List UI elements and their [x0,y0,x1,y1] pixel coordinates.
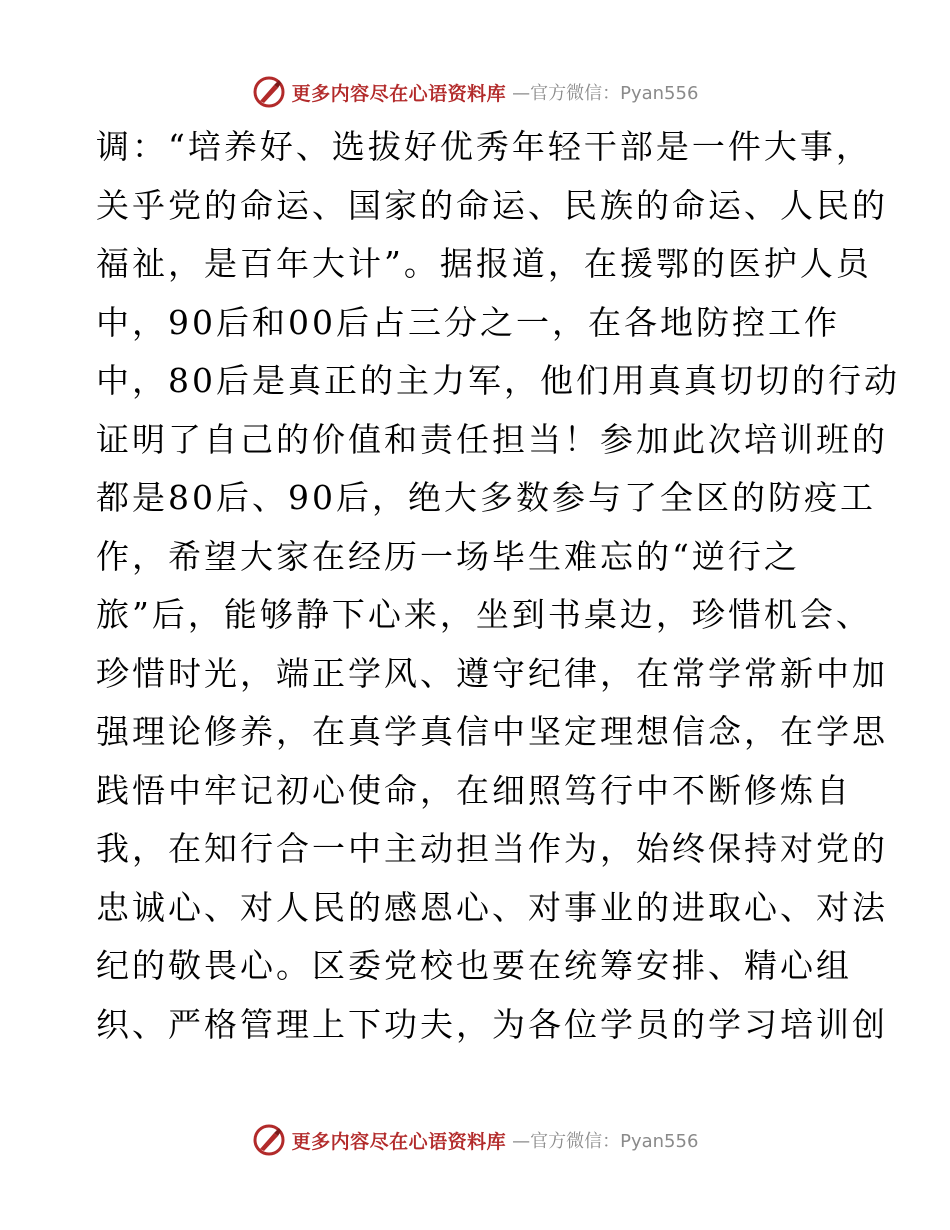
document-body [96,118,900,1054]
text-line: 织、严格管理上下功夫，为各位学员的学习培训创 [96,1004,888,1044]
text-line: 旅”后，能够静下心来，坐到书桌边，珍惜机会、 [96,595,872,634]
text-line: 强理论修养，在真学真信中坚定理想信念，在学思 [96,712,888,751]
text-line: 调：“培养好、选拔好优秀年轻干部是一件大事， [96,127,872,166]
header-banner [0,72,950,112]
text-line: 作，希望大家在经历一场毕生难忘的“逆行之 [96,536,800,576]
quill-pen-logo-icon [252,75,286,109]
text-line: 中，90后和00后占三分之一，在各地防控工作 [96,302,840,342]
banner-site-name: 更多内容尽在心语资料库 [291,1130,507,1153]
text-line: 我，在知行合一中主动担当作为，始终保持对党的 [96,829,888,868]
text-line: 福祉，是百年大计”。据报道，在援鄂的医护人员 [96,244,872,283]
quill-pen-logo-icon [252,1123,286,1157]
text-line: 忠诚心、对人民的感恩心、对事业的进取心、对法 [96,887,888,927]
text-line: 中，80后是真正的主力军，他们用真真切切的行动 [96,361,900,400]
banner-site-name: 更多内容尽在心语资料库 [291,82,507,105]
footer-banner [0,1120,950,1160]
banner-wechat-id: —官方微信：Pyan556 [512,83,699,104]
text-line: 都是80后、90后，绝大多数参与了全区的防疫工 [96,478,876,517]
text-line: 践悟中牢记初心使命，在细照笃行中不断修炼自 [96,770,852,810]
text-line: 关乎党的命运、国家的命运、民族的命运、人民的 [96,185,888,225]
text-line: 珍惜时光，端正学风、遵守纪律，在常学常新中加 [96,653,888,693]
text-line: 纪的敬畏心。区委党校也要在统筹安排、精心组 [96,946,852,985]
text-line: 证明了自己的价值和责任担当！参加此次培训班的 [96,419,888,459]
banner-wechat-id: —官方微信：Pyan556 [512,1131,699,1152]
